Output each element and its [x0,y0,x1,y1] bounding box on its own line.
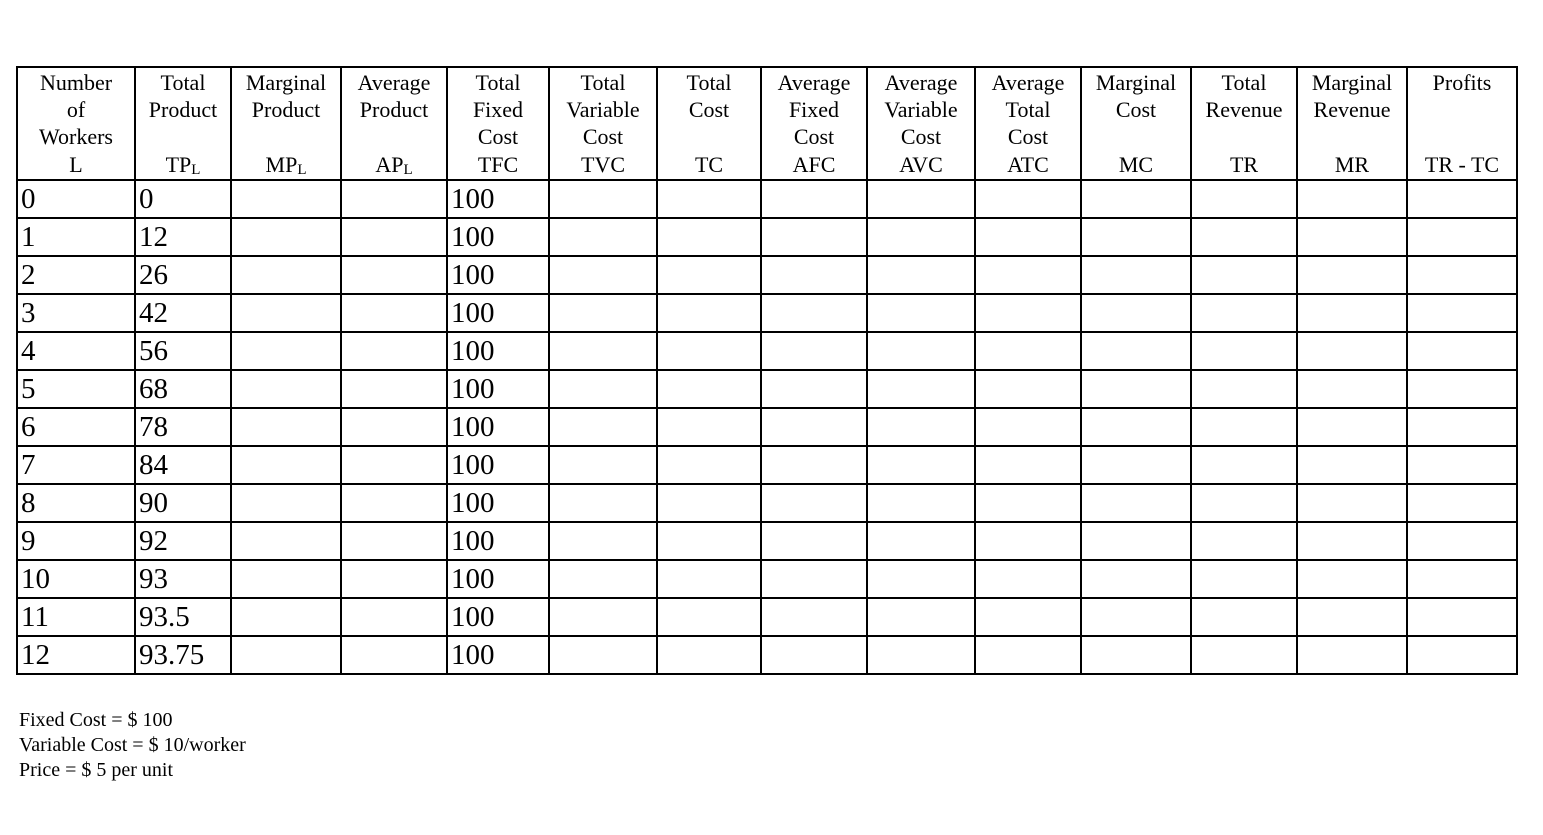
table-cell [975,598,1081,636]
table-cell: 93 [135,560,231,598]
column-header-line: Fixed [788,97,840,122]
table-cell: 7 [17,446,135,484]
table-cell [975,560,1081,598]
column-header-line: Total [686,70,732,95]
column-header [1191,67,1297,180]
table-cell [1407,598,1517,636]
table-cell [867,180,975,218]
table-cell [1081,522,1191,560]
table-cell [341,180,447,218]
table-cell [975,446,1081,484]
table-cell: 100 [447,256,549,294]
table-cell [761,370,867,408]
table-cell [1081,598,1191,636]
table-cell [1191,522,1297,560]
table-cell: 4 [17,332,135,370]
table-cell [975,294,1081,332]
column-abbreviation-text: AFC [792,152,836,177]
table-cell [341,332,447,370]
table-cell: 100 [447,370,549,408]
table-cell [1081,446,1191,484]
column-header-title [1408,69,1516,153]
table-cell [231,408,341,446]
column-header-line: Profits [1432,70,1492,95]
table-cell [1407,484,1517,522]
table-cell [549,180,657,218]
column-header [135,67,231,180]
column-header-line: Revenue [1205,97,1283,122]
table-cell: 92 [135,522,231,560]
column-header [1297,67,1407,180]
table-cell [1297,332,1407,370]
table-cell [1081,370,1191,408]
column-abbreviation [1408,153,1516,177]
table-cell [1191,294,1297,332]
table-cell [761,560,867,598]
table-cell [975,522,1081,560]
column-abbreviation-text: MR [1334,152,1370,177]
table-cell [231,294,341,332]
table-cell [657,598,761,636]
column-header-line: Total [1221,70,1267,95]
column-header-line: Total [1005,97,1051,122]
table-cell [549,218,657,256]
table-cell [975,180,1081,218]
table-cell [657,218,761,256]
column-abbreviation [448,153,548,177]
table-cell [1297,522,1407,560]
table-cell: 9 [17,522,135,560]
table-cell [867,522,975,560]
table-cell [231,256,341,294]
table-cell [1297,256,1407,294]
table-cell [1407,294,1517,332]
column-header-line: Revenue [1313,97,1391,122]
table-cell [975,256,1081,294]
table-cell [1081,332,1191,370]
table-cell [761,180,867,218]
table-cell [1407,560,1517,598]
table-cell [1297,560,1407,598]
table-cell: 100 [447,408,549,446]
cost-table [16,66,1518,675]
column-header-line: Cost [688,97,730,122]
table-cell [657,636,761,674]
column-header [1081,67,1191,180]
table-row [17,256,1517,294]
column-header-line: Number [39,70,113,95]
column-header-title [448,69,548,153]
table-cell [341,256,447,294]
table-cell: 6 [17,408,135,446]
table-cell [549,370,657,408]
table-cell: 78 [135,408,231,446]
table-cell [975,370,1081,408]
table-cell [549,294,657,332]
table-cell [1297,636,1407,674]
table-cell [1191,560,1297,598]
column-header-line: Cost [793,124,835,149]
table-cell [761,522,867,560]
table-cell: 2 [17,256,135,294]
table-row [17,408,1517,446]
table-cell: 100 [447,522,549,560]
table-cell [549,522,657,560]
table-cell: 100 [447,180,549,218]
column-header-title [1298,69,1406,153]
column-header-title [762,69,866,153]
column-abbreviation [868,153,974,177]
table-cell [1407,408,1517,446]
table-cell [341,560,447,598]
table-cell [1191,332,1297,370]
table-row [17,180,1517,218]
column-abbreviation-subscript: L [191,162,201,178]
column-header-line: Cost [1115,97,1157,122]
column-abbreviation-text: TR [1229,152,1259,177]
column-abbreviation-text: MP [265,152,298,177]
table-cell: 1 [17,218,135,256]
table-cell: 42 [135,294,231,332]
table-cell [657,446,761,484]
note-fixed-cost: Fixed Cost = $ 100 [19,709,173,731]
table-cell [657,522,761,560]
column-abbreviation-subscript: L [297,162,307,178]
table-cell [1191,408,1297,446]
column-header-line: Marginal [1095,70,1177,95]
column-header [975,67,1081,180]
table-body [17,180,1517,674]
table-cell [1081,180,1191,218]
column-header [17,67,135,180]
table-cell [1407,636,1517,674]
table-cell [1407,218,1517,256]
column-header-line: Average [884,70,958,95]
column-header-line: Marginal [245,70,327,95]
table-cell [549,484,657,522]
column-abbreviation-text: TVC [581,152,625,177]
table-row [17,294,1517,332]
column-abbreviation [342,153,446,177]
column-header [549,67,657,180]
column-abbreviation-text: TC [694,152,724,177]
table-cell [761,636,867,674]
column-header [447,67,549,180]
table-cell [1407,332,1517,370]
table-row [17,446,1517,484]
table-cell [975,408,1081,446]
column-abbreviation [1082,153,1190,177]
table-cell [1191,180,1297,218]
table-cell [549,446,657,484]
note-variable-cost: Variable Cost = $ 10/worker [19,734,246,756]
column-header-title [232,69,340,153]
table-cell [341,370,447,408]
table-cell [867,370,975,408]
table-cell [761,294,867,332]
column-header-line: Average [357,70,431,95]
column-abbreviation-text: AVC [899,152,943,177]
column-header-title [868,69,974,153]
table-cell: 0 [135,180,231,218]
table-cell [1407,522,1517,560]
column-header [761,67,867,180]
table-row [17,636,1517,674]
column-abbreviation-text: L [69,152,83,177]
table-cell [1191,598,1297,636]
table-cell [341,294,447,332]
table-cell [1297,598,1407,636]
column-header [657,67,761,180]
table-cell [761,332,867,370]
table-cell [1081,560,1191,598]
table-cell [341,636,447,674]
table-cell: 93.75 [135,636,231,674]
column-header [341,67,447,180]
table-cell [1081,294,1191,332]
table-cell [549,256,657,294]
table-cell [867,332,975,370]
table-cell [549,408,657,446]
header-row [17,67,1517,180]
notes [19,708,246,783]
column-abbreviation-text: TFC [477,152,519,177]
table-cell [1191,446,1297,484]
table-cell [1191,218,1297,256]
column-abbreviation [976,153,1080,177]
table-cell [867,484,975,522]
table-cell: 100 [447,636,549,674]
column-header-line: Cost [582,124,624,149]
table-cell [867,256,975,294]
table-cell: 100 [447,294,549,332]
table-cell: 68 [135,370,231,408]
column-abbreviation-text: AP [375,152,404,177]
table-cell [657,180,761,218]
table-row [17,598,1517,636]
table-cell [341,446,447,484]
table-cell [231,446,341,484]
table-cell: 100 [447,218,549,256]
table-cell [1081,484,1191,522]
table-cell [975,484,1081,522]
column-header-line: Product [251,97,321,122]
table-cell [657,294,761,332]
table-cell [867,408,975,446]
column-header-line: Cost [477,124,519,149]
table-cell [1081,256,1191,294]
table-cell [761,218,867,256]
table-cell: 100 [447,560,549,598]
table-cell [341,218,447,256]
table-row [17,332,1517,370]
table-cell [549,560,657,598]
table-cell: 26 [135,256,231,294]
table-cell [867,294,975,332]
table-cell: 93.5 [135,598,231,636]
column-abbreviation [658,153,760,177]
table-cell [341,484,447,522]
column-header [1407,67,1517,180]
table-row [17,484,1517,522]
table-cell [657,256,761,294]
column-header-line: Total [475,70,521,95]
table-cell [1191,256,1297,294]
table-cell [1407,370,1517,408]
column-header-line: Variable [884,97,958,122]
column-abbreviation-subscript: L [403,162,413,178]
column-abbreviation [18,153,134,177]
column-header-line: Total [160,70,206,95]
table-cell [231,598,341,636]
table-cell [657,408,761,446]
table-cell [341,408,447,446]
column-abbreviation-text: TR - TC [1424,152,1500,177]
column-header-line: of [66,97,86,122]
table-cell [1297,294,1407,332]
table-row [17,522,1517,560]
table-cell [341,598,447,636]
column-abbreviation-text: ATC [1007,152,1049,177]
table-cell [657,370,761,408]
table-cell: 56 [135,332,231,370]
column-abbreviation [1298,153,1406,177]
table-cell [231,180,341,218]
column-header [231,67,341,180]
column-header-line: Product [359,97,429,122]
table-cell [549,332,657,370]
note-price: Price = $ 5 per unit [19,759,174,781]
table-cell [1407,180,1517,218]
table-cell [231,484,341,522]
table-cell [761,484,867,522]
column-header-line: Cost [1007,124,1049,149]
table-cell [231,522,341,560]
column-header-line: Workers [39,124,113,149]
table-cell: 0 [17,180,135,218]
table-cell [867,598,975,636]
column-header-title [1082,69,1190,153]
table-cell [1297,446,1407,484]
table-cell [1297,370,1407,408]
table-cell [549,598,657,636]
table-cell [231,370,341,408]
column-header-line: Fixed [472,97,524,122]
table-row [17,560,1517,598]
table-cell: 12 [17,636,135,674]
column-header-title [658,69,760,153]
table-cell [231,218,341,256]
column-header-line: Variable [566,97,640,122]
table-cell [1081,218,1191,256]
table-cell: 100 [447,598,549,636]
column-header-line: Product [148,97,218,122]
table-cell [1297,218,1407,256]
table-cell [761,446,867,484]
column-header-line: Average [777,70,851,95]
table-cell: 10 [17,560,135,598]
table-cell [231,560,341,598]
table-cell [867,218,975,256]
table-cell: 100 [447,332,549,370]
table-cell: 8 [17,484,135,522]
column-header-title [1192,69,1296,153]
table-cell [231,636,341,674]
column-abbreviation-text: TP [165,152,192,177]
table-cell [657,560,761,598]
table-cell [1297,484,1407,522]
table-cell [231,332,341,370]
table-cell [549,636,657,674]
column-abbreviation [550,153,656,177]
column-header-line: Marginal [1311,70,1393,95]
column-header-title [342,69,446,153]
column-header-title [18,69,134,153]
table-cell [1297,180,1407,218]
table-cell [1297,408,1407,446]
column-abbreviation-text: MC [1118,152,1154,177]
table-cell [657,484,761,522]
table-cell: 100 [447,446,549,484]
table-row [17,370,1517,408]
table-cell [975,218,1081,256]
table-cell [1081,408,1191,446]
table-cell [867,446,975,484]
table-cell [1407,256,1517,294]
column-abbreviation [762,153,866,177]
column-header-line: Total [580,70,626,95]
column-header-title [976,69,1080,153]
table-cell [975,636,1081,674]
column-abbreviation [1192,153,1296,177]
table-cell [761,598,867,636]
table-row [17,218,1517,256]
column-abbreviation [232,153,340,177]
table-cell: 90 [135,484,231,522]
column-header-title [136,69,230,153]
table-cell: 11 [17,598,135,636]
table-cell [1191,484,1297,522]
table-cell [657,332,761,370]
column-header-line: Cost [900,124,942,149]
table-cell: 100 [447,484,549,522]
table-cell: 12 [135,218,231,256]
table-cell [867,636,975,674]
column-abbreviation [136,153,230,177]
column-header-line: Average [991,70,1065,95]
column-header [867,67,975,180]
column-header-title [550,69,656,153]
table-cell [975,332,1081,370]
table-cell [1081,636,1191,674]
table-cell: 84 [135,446,231,484]
table-cell [761,256,867,294]
table-cell [1407,446,1517,484]
table-cell: 3 [17,294,135,332]
table-cell [341,522,447,560]
table-cell [1191,636,1297,674]
table-cell [761,408,867,446]
table-cell [1191,370,1297,408]
table-cell: 5 [17,370,135,408]
table-cell [867,560,975,598]
